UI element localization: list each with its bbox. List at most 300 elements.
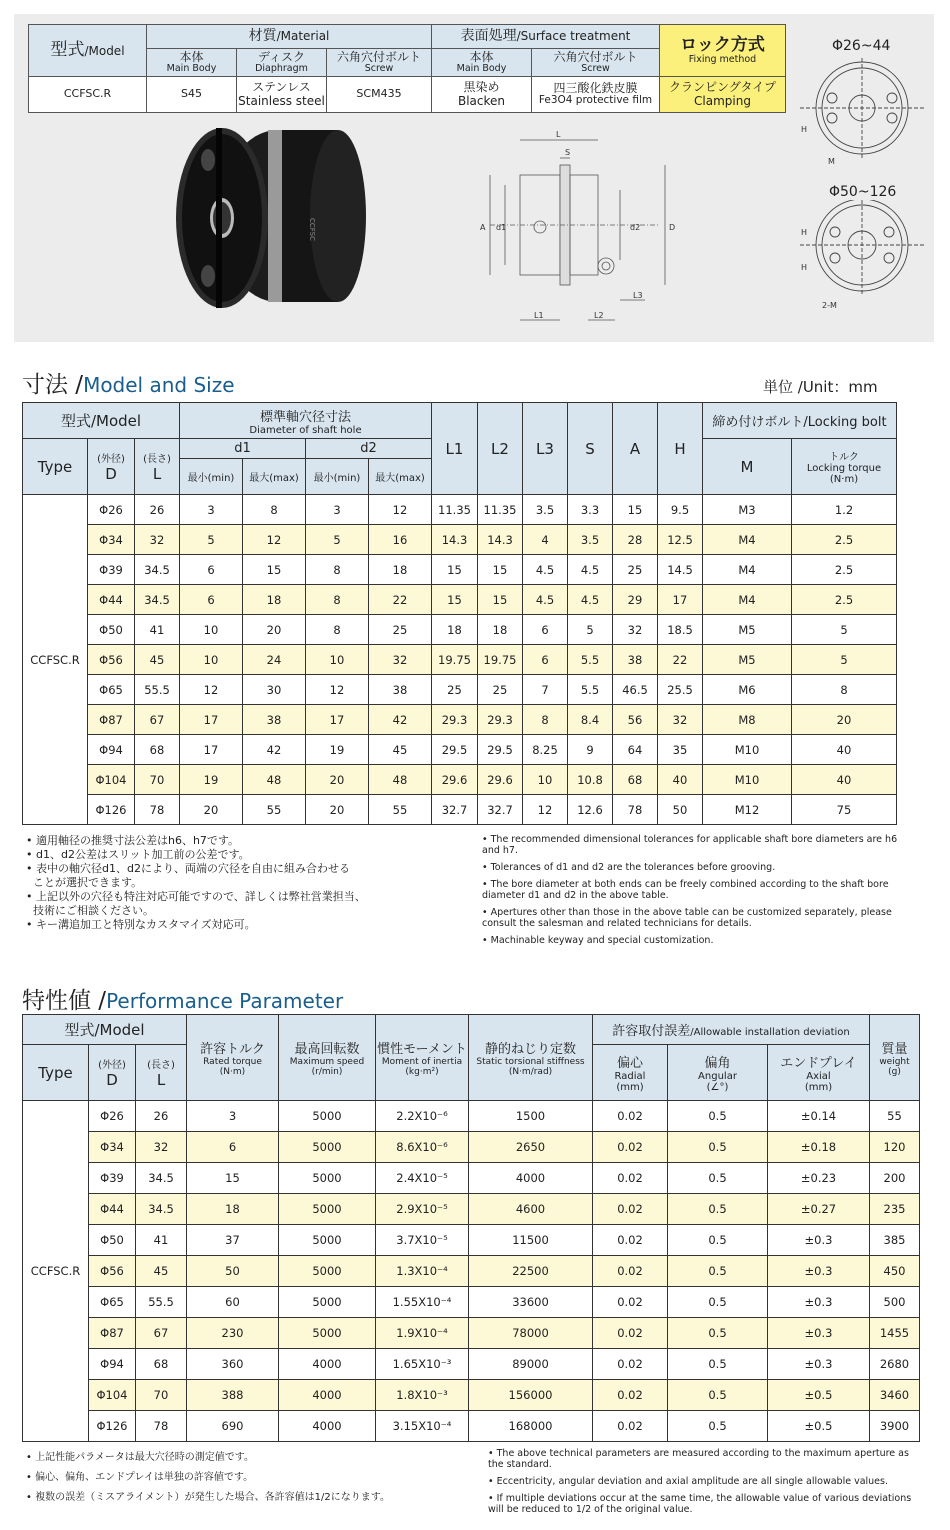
- table-cell: 10: [180, 645, 243, 675]
- h-weight: [870, 1015, 920, 1101]
- table-row: [23, 495, 897, 525]
- table-cell: 17: [306, 705, 369, 735]
- dim-L3: L3: [633, 291, 643, 300]
- h-bore: [180, 403, 432, 439]
- note-line: • If multiple deviations occur at the same time, the allowable value of various deviations will be reduced to 1/2 of the original value.: [488, 1493, 912, 1515]
- table-cell: 6: [180, 555, 243, 585]
- table-cell: 3460: [870, 1380, 920, 1411]
- table-cell: Φ87: [88, 705, 135, 735]
- disc-value: ステンレス Stainless steel: [237, 77, 327, 113]
- table-cell: 0.5: [668, 1101, 768, 1132]
- table-cell: 2.9X10⁻⁵: [376, 1194, 469, 1225]
- table-cell: 2680: [870, 1349, 920, 1380]
- h-model: 型式/Model: [23, 1015, 187, 1045]
- note-line: • 上記以外の穴径も特注対応可能ですので、詳しくは弊社営業担当、: [26, 890, 366, 903]
- note-line: • 表中の軸穴径d1、d2により、両端の穴径を自由に組み合わせる: [26, 862, 350, 875]
- table-cell: 0.5: [668, 1194, 768, 1225]
- svg-text:M: M: [828, 157, 835, 166]
- table-cell: 5000: [279, 1163, 376, 1194]
- table-cell: 55: [369, 795, 432, 825]
- h-s: S: [568, 403, 613, 495]
- table-cell: Φ65: [88, 675, 135, 705]
- table-cell: 18: [187, 1194, 279, 1225]
- h-stiffness-jp: 静的ねじり定数: [484, 1042, 576, 1057]
- h-inertia-jp: 慣性モーメント: [377, 1042, 467, 1057]
- table-cell: 4000: [469, 1163, 593, 1194]
- h-bolt: 締め付けボルト/Locking bolt: [703, 403, 897, 439]
- table-cell: 19: [180, 765, 243, 795]
- table-cell: M3: [703, 495, 792, 525]
- table-cell: 32: [135, 525, 180, 555]
- table-cell: Φ50: [88, 615, 135, 645]
- table-cell: 24: [243, 645, 306, 675]
- col-diaphragm: ディスク Diaphragm: [237, 49, 327, 77]
- h-outer: [88, 439, 135, 495]
- table-cell: 6: [180, 585, 243, 615]
- dim-L2: L2: [594, 311, 604, 320]
- table-row: [23, 735, 897, 765]
- h-len-l: L: [156, 1071, 166, 1089]
- table-cell: Φ56: [88, 645, 135, 675]
- table-cell: 32: [613, 615, 658, 645]
- h-d2: d2: [306, 439, 432, 459]
- table-cell: 3.7X10⁻⁵: [376, 1225, 469, 1256]
- h-angular-unit: (∠°): [706, 1082, 729, 1093]
- h-max: 最大(max): [243, 459, 306, 495]
- table-cell: 0.02: [593, 1380, 668, 1411]
- size-section-title: 寸法 /Model and Size: [22, 372, 235, 398]
- table-cell: 5000: [279, 1256, 376, 1287]
- h-weight-jp: 質量: [881, 1042, 908, 1057]
- table-cell: Φ56: [89, 1256, 136, 1287]
- table-cell: 14.5: [658, 555, 703, 585]
- note-line: • Apertures other than those in the above table can be customized separately, please consult the salesman and related technicians for details.: [482, 907, 892, 929]
- h-deviation-en: /Allowable installation deviation: [690, 1027, 850, 1038]
- table-cell: Φ94: [89, 1349, 136, 1380]
- table-cell: 2.5: [792, 555, 897, 585]
- table-cell: 5000: [279, 1287, 376, 1318]
- note-line: • キー溝追加工と特別なカスタマイズ対応可。: [26, 918, 256, 931]
- table-cell: 37: [187, 1225, 279, 1256]
- h-l3: L3: [523, 403, 568, 495]
- table-cell: 12: [180, 675, 243, 705]
- table-cell: 6: [523, 645, 568, 675]
- table-cell: 5000: [279, 1194, 376, 1225]
- table-cell: M10: [703, 765, 792, 795]
- table-row: [23, 765, 897, 795]
- table-cell: 55.5: [136, 1287, 187, 1318]
- h-deviation-jp: 許容取付誤差: [612, 1024, 691, 1039]
- table-row: [23, 1349, 920, 1380]
- table-cell: 500: [870, 1287, 920, 1318]
- dim-D: D: [669, 223, 676, 232]
- table-cell: 156000: [469, 1380, 593, 1411]
- table-cell: 20: [792, 705, 897, 735]
- h-rated-torque: [187, 1015, 279, 1101]
- table-cell: M6: [703, 675, 792, 705]
- table-cell: 0.5: [668, 1380, 768, 1411]
- h-d1: d1: [180, 439, 306, 459]
- h-l1: L1: [432, 403, 478, 495]
- table-cell: 42: [243, 735, 306, 765]
- front-view-small-drawing: [800, 58, 925, 168]
- table-cell: 12: [523, 795, 568, 825]
- note-line: ことが選択できます。: [26, 876, 143, 889]
- table-row: [23, 705, 897, 735]
- table-cell: ±0.3: [768, 1349, 870, 1380]
- table-cell: M10: [703, 735, 792, 765]
- note-line: • Eccentricity, angular deviation and axial amplitude are all single allowable values.: [488, 1476, 888, 1487]
- h-max-speed: [279, 1015, 376, 1101]
- dim-A: A: [480, 223, 486, 232]
- dim-S: S: [565, 148, 571, 157]
- h-min: 最小(min): [306, 459, 369, 495]
- table-row: [23, 1256, 920, 1287]
- table-cell: 20: [180, 795, 243, 825]
- size-table: [22, 402, 897, 825]
- table-cell: Φ104: [88, 765, 135, 795]
- table-cell: 40: [792, 735, 897, 765]
- table-cell: 5: [180, 525, 243, 555]
- table-cell: 0.5: [668, 1256, 768, 1287]
- table-cell: 230: [187, 1318, 279, 1349]
- table-cell: 0.5: [668, 1225, 768, 1256]
- table-cell: 1.55X10⁻⁴: [376, 1287, 469, 1318]
- table-cell: 78000: [469, 1318, 593, 1349]
- table-cell: 4000: [279, 1411, 376, 1442]
- table-cell: 12: [369, 495, 432, 525]
- table-cell: 12: [306, 675, 369, 705]
- table-cell: ±0.18: [768, 1132, 870, 1163]
- table-cell: 15: [478, 585, 523, 615]
- table-cell: 78: [613, 795, 658, 825]
- note-line: • The recommended dimensional tolerances for applicable shaft bore diameters are h6 and h7.: [482, 834, 898, 856]
- table-cell: 25: [369, 615, 432, 645]
- table-cell: Φ39: [88, 555, 135, 585]
- table-cell: 3: [306, 495, 369, 525]
- table-cell: 18: [369, 555, 432, 585]
- table-cell: ±0.3: [768, 1256, 870, 1287]
- h-inertia-unit: (kg·m²): [405, 1067, 439, 1077]
- table-cell: 41: [135, 615, 180, 645]
- h-radial: [593, 1045, 668, 1101]
- h-m: M: [703, 439, 792, 495]
- table-cell: 8: [306, 615, 369, 645]
- table-cell: 12.6: [568, 795, 613, 825]
- table-cell: 1.9X10⁻⁴: [376, 1318, 469, 1349]
- table-cell: 14.3: [478, 525, 523, 555]
- note-line: • The above technical parameters are measured according to the maximum aperture as the standard.: [488, 1448, 909, 1470]
- table-cell: 15: [613, 495, 658, 525]
- table-cell: 5000: [279, 1318, 376, 1349]
- table-cell: 2.2X10⁻⁶: [376, 1101, 469, 1132]
- material-header: 材質/Material: [147, 25, 432, 49]
- table-cell: 19.75: [432, 645, 478, 675]
- table-cell: M5: [703, 645, 792, 675]
- h-radial-en: Radial: [614, 1071, 646, 1082]
- table-cell: Φ26: [89, 1101, 136, 1132]
- table-cell: 5: [568, 615, 613, 645]
- table-cell: 30: [243, 675, 306, 705]
- table-cell: 2.5: [792, 585, 897, 615]
- table-cell: 29.6: [432, 765, 478, 795]
- table-cell: 0.5: [668, 1163, 768, 1194]
- table-cell: 0.02: [593, 1318, 668, 1349]
- table-cell: 64: [613, 735, 658, 765]
- table-cell: ±0.27: [768, 1194, 870, 1225]
- table-row: [23, 1163, 920, 1194]
- h-len-jp: (長さ): [147, 1060, 175, 1071]
- svg-text:H: H: [801, 228, 808, 237]
- table-row: [23, 615, 897, 645]
- table-cell: 8: [792, 675, 897, 705]
- table-cell: 11.35: [478, 495, 523, 525]
- table-row: [23, 1132, 920, 1163]
- h-outer-d: D: [105, 465, 117, 483]
- table-cell: 18.5: [658, 615, 703, 645]
- h-h: H: [658, 403, 703, 495]
- table-cell: 18: [243, 585, 306, 615]
- table-cell: 68: [135, 735, 180, 765]
- table-cell: 5.5: [568, 645, 613, 675]
- table-cell: 19: [306, 735, 369, 765]
- table-cell: 67: [136, 1318, 187, 1349]
- table-cell: 68: [136, 1349, 187, 1380]
- perf-section-title: 特性値 /Performance Parameter: [22, 988, 344, 1014]
- svg-text:2-M: 2-M: [822, 301, 837, 310]
- table-cell: 25: [478, 675, 523, 705]
- table-cell: 15: [187, 1163, 279, 1194]
- table-cell: 11500: [469, 1225, 593, 1256]
- h-weight-en: weight: [879, 1057, 910, 1067]
- table-cell: 690: [187, 1411, 279, 1442]
- h-len: [135, 439, 180, 495]
- table-cell: 41: [136, 1225, 187, 1256]
- note-line: • Tolerances of d1 and d2 are the tolerances before grooving.: [482, 862, 776, 873]
- table-cell: 60: [187, 1287, 279, 1318]
- h-rated-torque-jp: 許容トルク: [200, 1042, 265, 1057]
- table-cell: 0.02: [593, 1256, 668, 1287]
- table-cell: 3.15X10⁻⁴: [376, 1411, 469, 1442]
- h-radial-unit: (mm): [616, 1082, 644, 1093]
- note-line: • 上記性能パラメータは最大穴径時の測定値です。: [26, 1452, 254, 1463]
- table-cell: 1.65X10⁻³: [376, 1349, 469, 1380]
- table-cell: 12: [243, 525, 306, 555]
- h-angular: [668, 1045, 768, 1101]
- table-cell: 15: [243, 555, 306, 585]
- note-line: • d1、d2公差はスリット加工前の公差です。: [26, 848, 250, 861]
- table-cell: 20: [306, 765, 369, 795]
- h-stiffness-en: Static torsional stiffness: [476, 1057, 585, 1067]
- type-cell: CCFSC.R: [23, 1101, 89, 1442]
- table-cell: 48: [243, 765, 306, 795]
- table-cell: 22500: [469, 1256, 593, 1287]
- table-cell: 0.02: [593, 1132, 668, 1163]
- table-cell: 46.5: [613, 675, 658, 705]
- table-cell: 18: [478, 615, 523, 645]
- surf-screw-value: 四三酸化鉄皮膜 Fe3O4 protective film: [532, 77, 660, 113]
- col-main-body: 本体 Main Body: [147, 49, 237, 77]
- side-view-drawing: [470, 130, 680, 330]
- table-cell: 6: [187, 1132, 279, 1163]
- model-header: 型式/Model: [29, 25, 147, 77]
- table-cell: 32.7: [478, 795, 523, 825]
- table-cell: 32.7: [432, 795, 478, 825]
- table-cell: 33600: [469, 1287, 593, 1318]
- table-cell: 26: [135, 495, 180, 525]
- table-cell: ±0.5: [768, 1380, 870, 1411]
- h-torque-en: Locking torque: [806, 463, 882, 474]
- h-model: 型式/Model: [23, 403, 180, 439]
- table-cell: 32: [369, 645, 432, 675]
- table-cell: Φ26: [88, 495, 135, 525]
- table-cell: 2.5: [792, 525, 897, 555]
- table-cell: 3.3: [568, 495, 613, 525]
- table-cell: Φ126: [88, 795, 135, 825]
- table-row: [23, 1380, 920, 1411]
- table-cell: 4.5: [568, 585, 613, 615]
- h-len-jp: (長さ): [143, 454, 171, 465]
- table-cell: 16: [369, 525, 432, 555]
- table-row: [23, 1225, 920, 1256]
- table-cell: 75: [792, 795, 897, 825]
- table-cell: 70: [135, 765, 180, 795]
- table-cell: 4.5: [568, 555, 613, 585]
- table-cell: 35: [658, 735, 703, 765]
- table-cell: 2.4X10⁻⁵: [376, 1163, 469, 1194]
- material-table: [28, 24, 786, 113]
- note-line: 技術にご相談ください。: [26, 904, 154, 917]
- table-cell: 28: [613, 525, 658, 555]
- h-stiffness-unit: (N·m/rad): [508, 1067, 553, 1077]
- size-notes-jp: [26, 834, 476, 932]
- dim-d1: d1: [496, 223, 507, 232]
- table-cell: M8: [703, 705, 792, 735]
- table-cell: 10: [306, 645, 369, 675]
- table-cell: 55: [243, 795, 306, 825]
- table-cell: 11.35: [432, 495, 478, 525]
- table-cell: M4: [703, 555, 792, 585]
- h-len: [136, 1045, 187, 1101]
- table-cell: 78: [136, 1411, 187, 1442]
- table-cell: 5: [792, 645, 897, 675]
- h-l2: L2: [478, 403, 523, 495]
- table-cell: 200: [870, 1163, 920, 1194]
- table-cell: 14.3: [432, 525, 478, 555]
- table-cell: 168000: [469, 1411, 593, 1442]
- h-type: Type: [23, 439, 88, 495]
- table-cell: 29.3: [432, 705, 478, 735]
- h-rated-torque-unit: (N·m): [219, 1067, 246, 1077]
- table-cell: 67: [135, 705, 180, 735]
- large-range-label: Φ50~126: [829, 184, 897, 200]
- body-value: S45: [147, 77, 237, 113]
- table-cell: 3: [187, 1101, 279, 1132]
- table-cell: Φ65: [89, 1287, 136, 1318]
- table-cell: 34.5: [135, 585, 180, 615]
- h-torque-unit: (N·m): [829, 474, 859, 485]
- table-cell: ±0.5: [768, 1411, 870, 1442]
- h-outer-jp: (外径): [98, 1060, 126, 1071]
- h-axial-jp: エンドプレイ: [780, 1056, 857, 1071]
- dim-L1: L1: [534, 311, 544, 320]
- h-len-l: L: [152, 465, 162, 483]
- h-weight-unit: (g): [888, 1067, 901, 1077]
- table-cell: 3.5: [523, 495, 568, 525]
- perf-notes-en: [488, 1448, 918, 1521]
- table-cell: 1455: [870, 1318, 920, 1349]
- table-cell: 34.5: [135, 555, 180, 585]
- col-surface-screw: 六角穴付ボルト Screw: [532, 49, 660, 77]
- h-outer-d: D: [106, 1071, 118, 1089]
- table-cell: 3.5: [568, 525, 613, 555]
- table-cell: 8: [306, 555, 369, 585]
- h-outer: [89, 1045, 136, 1101]
- table-cell: 10.8: [568, 765, 613, 795]
- table-cell: 4.5: [523, 585, 568, 615]
- table-row: [23, 1194, 920, 1225]
- table-cell: 360: [187, 1349, 279, 1380]
- table-cell: Φ87: [89, 1318, 136, 1349]
- table-row: [23, 585, 897, 615]
- table-cell: ±0.14: [768, 1101, 870, 1132]
- table-cell: 5000: [279, 1225, 376, 1256]
- table-cell: 56: [613, 705, 658, 735]
- table-cell: 29.6: [478, 765, 523, 795]
- h-deviation: [593, 1015, 870, 1045]
- table-cell: 2650: [469, 1132, 593, 1163]
- table-cell: 17: [180, 735, 243, 765]
- lock-value: クランピングタイプ Clamping: [660, 77, 786, 113]
- table-cell: 25.5: [658, 675, 703, 705]
- table-row: [23, 675, 897, 705]
- table-cell: 10: [180, 615, 243, 645]
- table-cell: Φ44: [89, 1194, 136, 1225]
- table-cell: 4600: [469, 1194, 593, 1225]
- table-cell: 0.02: [593, 1225, 668, 1256]
- table-cell: 12.5: [658, 525, 703, 555]
- table-cell: 8.25: [523, 735, 568, 765]
- dim-L: L: [556, 130, 561, 139]
- table-cell: 0.02: [593, 1163, 668, 1194]
- table-cell: 17: [180, 705, 243, 735]
- surf-body-value: 黒染め Blacken: [432, 77, 532, 113]
- table-cell: 3: [180, 495, 243, 525]
- h-max-speed-jp: 最高回転数: [294, 1042, 360, 1057]
- table-cell: 0.5: [668, 1349, 768, 1380]
- table-cell: 0.02: [593, 1101, 668, 1132]
- note-line: • 適用軸径の推奨寸法公差はh6、h7です。: [26, 834, 240, 847]
- table-row: [23, 795, 897, 825]
- perf-header-row: [23, 1015, 920, 1045]
- coupling-product-image: [160, 118, 380, 318]
- table-cell: ±0.23: [768, 1163, 870, 1194]
- table-cell: 385: [870, 1225, 920, 1256]
- table-cell: 34.5: [136, 1163, 187, 1194]
- svg-text:H: H: [801, 125, 808, 134]
- table-cell: 89000: [469, 1349, 593, 1380]
- table-cell: 1.2: [792, 495, 897, 525]
- table-cell: 40: [658, 765, 703, 795]
- table-cell: 17: [658, 585, 703, 615]
- table-row: [23, 1287, 920, 1318]
- table-cell: 29.5: [432, 735, 478, 765]
- svg-text:H: H: [801, 263, 808, 272]
- table-cell: 38: [613, 645, 658, 675]
- table-cell: 34.5: [136, 1194, 187, 1225]
- table-cell: Φ44: [88, 585, 135, 615]
- table-cell: 5000: [279, 1101, 376, 1132]
